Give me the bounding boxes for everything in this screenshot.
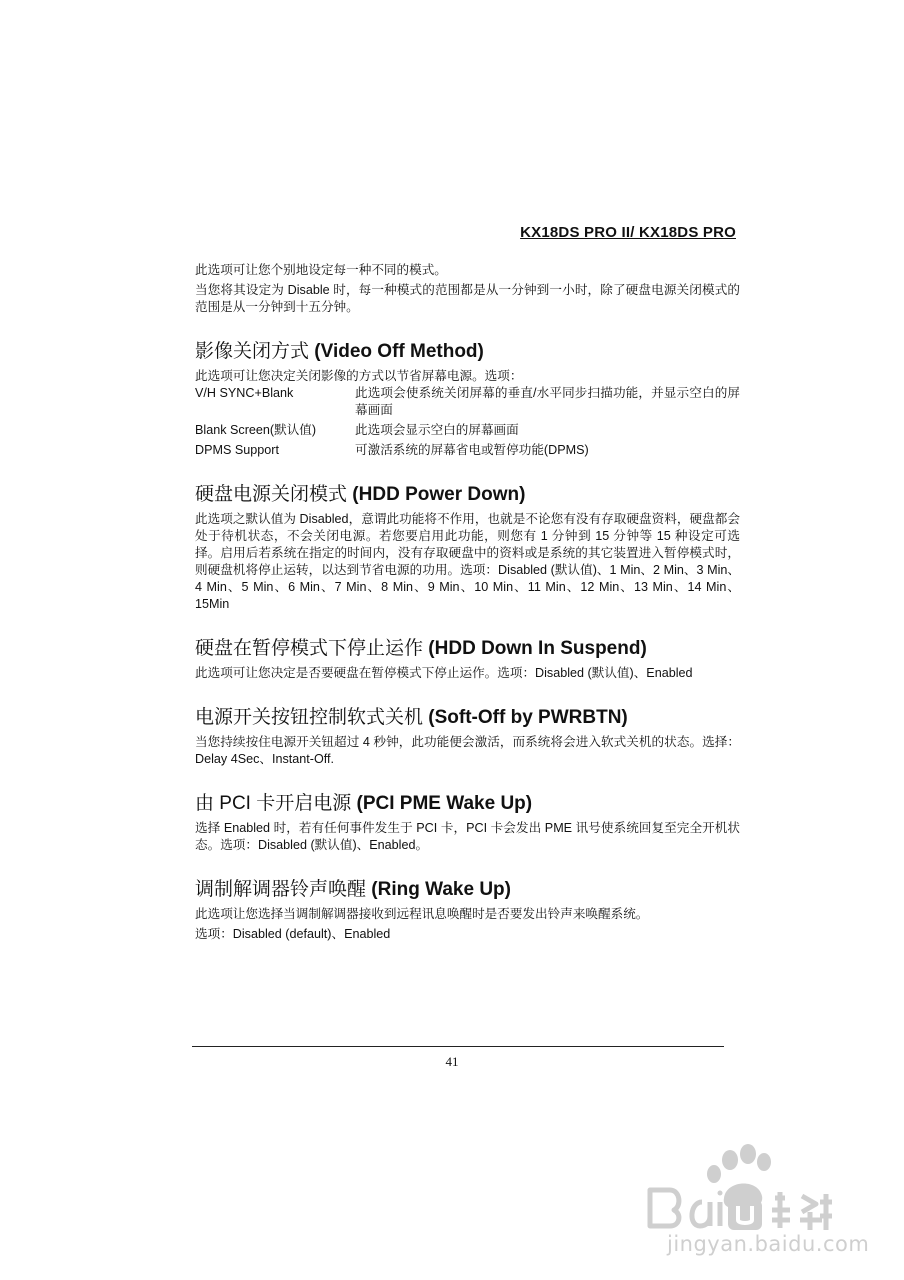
option-row (195, 422, 740, 439)
intro-line: 当您将其设定为 Disable 时，每一种模式的范围都是从一分钟到一小时，除了硬盘电源关闭模式的范围是从一分钟到十五分钟。 (195, 283, 740, 314)
intro-line: 此选项可让您个别地设定每一种不同的模式。 (195, 263, 447, 277)
section-title-cn: 影像关闭方式 (195, 341, 310, 362)
section-title (195, 340, 740, 364)
option-desc: 此选项会显示空白的屏幕画面 (355, 423, 519, 437)
option-name: DPMS Support (195, 443, 279, 457)
section-title-cn: 由 PCI 卡开启电源 (195, 793, 352, 814)
section-hdd-power-down (195, 483, 740, 613)
section-video-off-method (195, 340, 740, 459)
section-body-options: 选项：Disabled (default)、Enabled (195, 927, 391, 941)
section-title-cn: 电源开关按钮控制软式关机 (195, 707, 424, 728)
page-number: 41 (445, 1054, 459, 1069)
page-content (195, 262, 740, 943)
section-title (195, 706, 740, 730)
section-body: 此选项可让您决定关闭影像的方式以节省屏幕电源。选项： (195, 369, 523, 383)
option-name: V/H SYNC+Blank (195, 386, 294, 400)
section-pci-pme-wake-up (195, 792, 740, 854)
footer-divider (192, 1046, 724, 1047)
section-title-cn: 硬盘电源关闭模式 (195, 484, 348, 505)
section-title (195, 483, 740, 507)
section-body: 此选项可让您决定是否要硬盘在暂停模式下停止运作。选项：Disabled (默认值)、Enabled (195, 666, 693, 680)
section-title-en: (PCI PME Wake Up) (356, 793, 533, 814)
section-body: 当您持续按住电源开关钮超过 4 秒钟，此功能便会激活，而系统将会进入软式关机的状态。选择：Delay 4Sec、Instant-Off. (195, 735, 740, 766)
section-title-en: (HDD Power Down) (352, 484, 526, 505)
section-body: 此选项让您选择当调制解调器接收到远程讯息唤醒时是否要发出铃声来唤醒系统。 (195, 907, 649, 921)
paw-logo-icon (707, 1144, 771, 1208)
option-desc: 此选项会使系统关闭屏幕的垂直/水平同步扫描功能，并显示空白的屏幕画面 (355, 386, 740, 417)
section-title-en: (Soft-Off by PWRBTN) (428, 707, 628, 728)
model-header: KX18DS PRO II/ KX18DS PRO (520, 224, 736, 241)
section-soft-off-by-pwrbtn (195, 706, 740, 768)
option-row (195, 385, 740, 419)
section-body: 选择 Enabled 时，若有任何事件发生于 PCI 卡，PCI 卡会发出 PME 讯号使系统回复至完全开机状态。选项：Disabled (默认值)、Enabled。 (195, 821, 740, 852)
section-title-en: (Ring Wake Up) (371, 879, 511, 900)
watermark-url: jingyan.baidu.com (667, 1232, 870, 1256)
section-title (195, 792, 740, 816)
section-title (195, 878, 740, 902)
section-title-cn: 调制解调器铃声唤醒 (195, 879, 367, 900)
section-title (195, 637, 740, 661)
option-desc: 可激活系统的屏幕省电或暂停功能(DPMS) (355, 443, 589, 457)
section-title-en: (HDD Down In Suspend) (428, 638, 647, 659)
option-row (195, 442, 740, 459)
section-hdd-down-in-suspend (195, 637, 740, 682)
section-title-cn: 硬盘在暂停模式下停止运作 (195, 638, 424, 659)
intro-block (195, 262, 740, 316)
section-ring-wake-up (195, 878, 740, 943)
section-body: 此选项之默认值为 Disabled，意谓此功能将不作用，也就是不论您有没有存取硬盘资料，硬盘都会处于待机状态，不会关闭电源。若您要启用此功能，则您有 1 分钟到 15 分钟等 15 种设定可选择。启用后若系统在指定的时间内，没有存取硬盘中的资料或是系统的其它装置进入暂停模式时，则硬盘机将停止运转，以达到节省电源的功用。选项：Disabled (默认值)、1 Min、2 Min、3 Min、4 Min、5 Min、6 Min、7 Min、8 Min、9 Min、10 Min、11 Min、12 Min、13 Min、14 Min、15Min (195, 512, 740, 611)
option-name: Blank Screen(默认值) (195, 423, 317, 437)
section-title-en: (Video Off Method) (314, 341, 484, 362)
